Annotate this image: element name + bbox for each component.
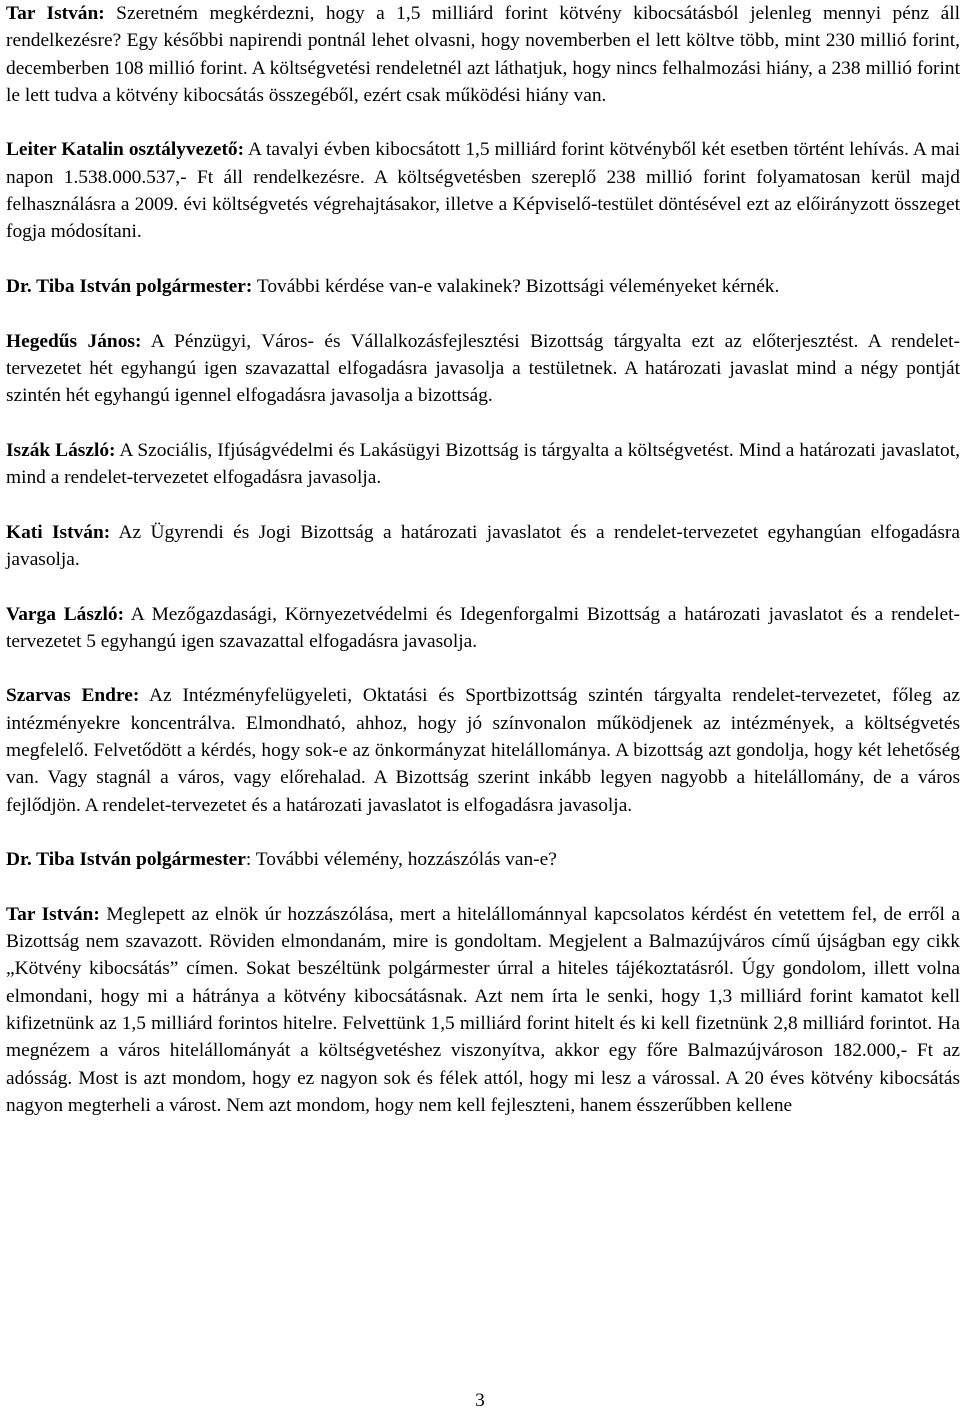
paragraph-iszak-laszlo (6, 437, 960, 492)
paragraph-text: A Szociális, Ifjúságvédelmi és Lakásügyi Bizottság is tárgyalta a költségvetést. Mind a határozati javaslatot, mind a rendelet-tervezetet elfogadásra javasolja. (6, 439, 960, 489)
paragraph-szarvas-endre (6, 682, 960, 818)
paragraph-text: Meglepett az elnök úr hozzászólása, mert a hitelállománnyal kapcsolatos kérdést én vetettem fel, de erről a Bizottság nem szavazott. Röviden elmondanám, mire is gondoltam. Megjelent a Balmazújváros című újságban egy cikk „Kötvény kibocsátás” címen. Sokat beszéltünk polgármester úrral a hiteles tájékoztatásról. Úgy gondolom, illett volna elmondani, hogy mi a hátránya a kötvény kibocsátásnak. Azt nem írta le senki, hogy 1,3 milliárd forint kamatot kell kifizetnünk az 1,5 milliárd forintos hitelre. Felvettünk 1,5 milliárd forint hitelt és ki kell fizetnünk 2,8 milliárd forintot. Ha megnézem a város hitelállományát a költségvetéshez viszonyítva, akkor egy főre Balmazújvároson 182.000,- Ft az adósság. Most is azt mondom, hogy ez nagyon sok és félek attól, hogy mi lesz a várossal. A 20 éves kötvény kibocsátás nagyon megterheli a várost. Nem azt mondom, hogy nem kell fejleszteni, hanem ésszerűbben kellene (6, 903, 960, 1116)
paragraph-tar-istvan-1 (6, 0, 960, 109)
speaker-name: Hegedűs János: (6, 330, 142, 352)
speaker-name: Leiter Katalin osztályvezető: (6, 139, 245, 161)
paragraph-text: A tavalyi évben kibocsátott 1,5 milliárd forint kötvényből két esetben történt lehívás. A mai napon 1.538.000.537,- Ft áll rendelkezésre. A költségvetésben szereplő 238 millió forint folyamatosan kerül majd felhasználásra a 2009. évi költségvetés végrehajtásakor, illetve a Képviselő-testület döntésével ezt az előirányzott összeget fogja módosítani. (6, 139, 960, 243)
paragraph-tiba-istvan-2 (6, 846, 960, 873)
paragraph-leiter-katalin (6, 136, 960, 245)
paragraph-varga-laszlo (6, 601, 960, 656)
speaker-name: Tar István: (6, 3, 105, 24)
paragraph-tar-istvan-2 (6, 901, 960, 1119)
paragraph-text: Az Ügyrendi és Jogi Bizottság a határozati javaslatot és a rendelet-tervezetet egyhangúan elfogadásra javasolja. (6, 521, 960, 570)
paragraph-hegedus-janos (6, 328, 960, 410)
speaker-name: Dr. Tiba István polgármester: (6, 275, 253, 297)
speaker-name: Dr. Tiba István polgármester (6, 849, 246, 871)
speaker-name: Szarvas Endre: (6, 685, 140, 707)
paragraph-text: A Pénzügyi, Város- és Vállalkozásfejlesztési Bizottság tárgyalta ezt az előterjesztést. A rendelet-tervezetet hét egyhangú igen szavazattal elfogadásra javasolja a testületnek. A határozati javaslat mind a négy pontját szintén hét egyhangú igennel elfogadásra javasolja a bizottság. (6, 330, 960, 407)
paragraph-text: Szeretném megkérdezni, hogy a 1,5 milliárd forint kötvény kibocsátásból jelenleg mennyi pénz áll rendelkezésre? Egy későbbi napirendi pontnál lehet olvasni, hogy novemberben el lett költve több, mint 230 millió forint, decemberben 108 millió forint. A költségvetési rendeletnél azt láthatjuk, hogy nincs felhalmozási hiány, a 238 millió forint le lett tudva a kötvény kibocsátás összegéből, ezért csak működési hiány van. (6, 3, 960, 106)
paragraph-text: A Mezőgazdasági, Környezetvédelmi és Idegenforgalmi Bizottság a határozati javaslatot és a rendelet-tervezetet 5 egyhangú igen szavazattal elfogadásra javasolja. (6, 603, 960, 652)
paragraph-text: További kérdése van-e valakinek? Bizottsági véleményeket kérnék. (252, 275, 780, 297)
speaker-name: Tar István: (6, 903, 100, 925)
paragraph-text: Az Intézményfelügyeleti, Oktatási és Sportbizottság szintén tárgyalta rendelet-tervezetet, főleg az intézményekre koncentrálva. Elmondható, ahhoz, hogy jó színvonalon működjenek az intézmények, a költségvetés megfelelő. Felvetődött a kérdés, hogy sok-e az önkormányzat hitelállománya. A bizottság azt gondolja, hogy két lehetőség van. Vagy stagnál a város, vagy előrehalad. A Bizottság szerint inkább legyen nagyobb a hitelállomány, de a város fejlődjön. A rendelet-tervezetet és a határozati javaslatot is elfogadásra javasolja. (6, 685, 960, 816)
paragraph-kati-istvan (6, 519, 960, 574)
paragraph-text: : További vélemény, hozzászólás van-e? (245, 849, 557, 871)
speaker-name: Iszák László: (6, 439, 116, 461)
page-number: 3 (475, 1390, 485, 1411)
paragraph-tiba-istvan-1 (6, 273, 960, 300)
speaker-name: Varga László: (6, 603, 125, 625)
document-page (6, 0, 960, 1119)
speaker-name: Kati István: (6, 521, 111, 543)
